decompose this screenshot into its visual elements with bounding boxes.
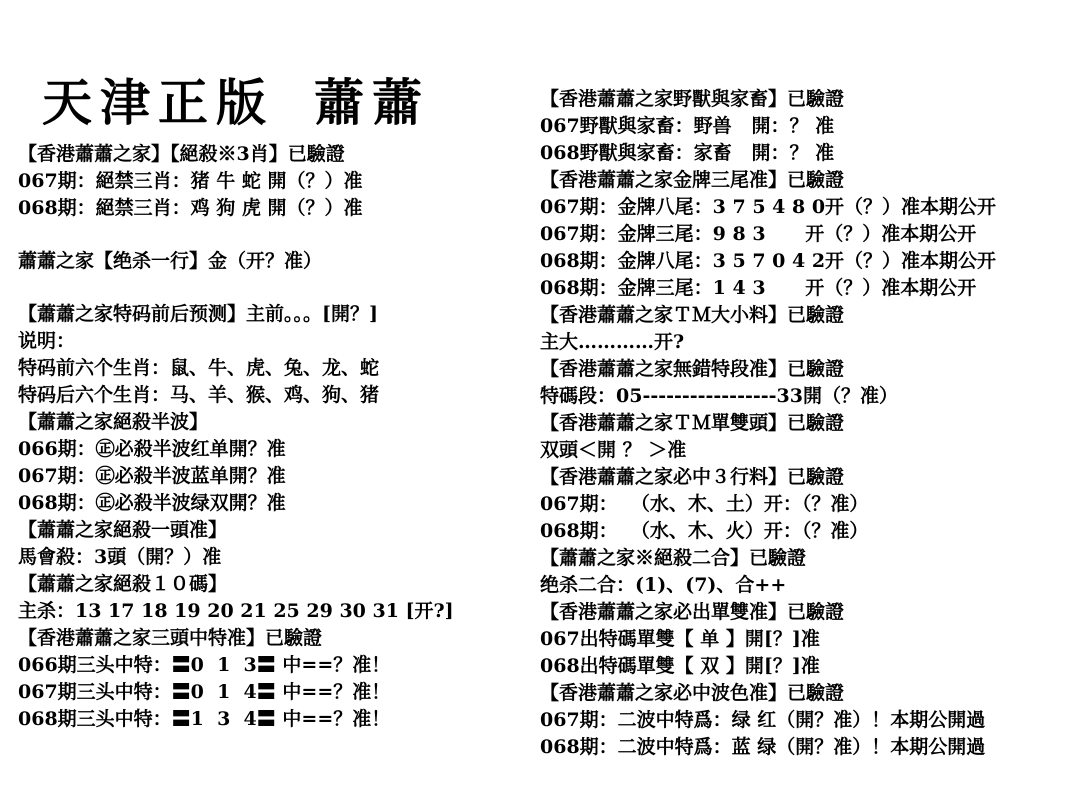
page-title (42, 73, 430, 132)
text-line: 【蕭蕭之家絕殺半波】 (18, 411, 209, 433)
text-line: 066期三头中特：〓0 1 3〓 中==？准！ (18, 654, 391, 676)
text-line: 【香港蕭蕭之家無錯特段准】已驗證 (540, 358, 845, 380)
text-line: 主杀：13 17 18 19 20 21 25 29 30 31 [开?] (18, 600, 454, 622)
text-line: 【香港蕭蕭之家必中波色准】已驗證 (540, 682, 845, 704)
text-line: 068野獸與家畜：家畜 開：？ 准 (540, 142, 835, 164)
text-line: 【蕭蕭之家絕殺一頭准】 (18, 519, 228, 541)
text-line: 主大…………开? (540, 331, 685, 353)
text-line: 【香港蕭蕭之家野獸與家畜】已驗證 (540, 88, 845, 110)
text-line: 068期： （水、木、火）开：（？准） (540, 520, 869, 542)
text-line: 特码后六个生肖：马、羊、猴、鸡、狗、猪 (18, 384, 380, 406)
text-line: 蕭蕭之家【绝杀一行】金（开？准） (18, 250, 323, 272)
text-line: 068出特碼單雙【 双 】開[？]准 (540, 655, 820, 677)
text-line: 【香港蕭蕭之家必出單雙准】已驗證 (540, 601, 845, 623)
text-line: 【香港蕭蕭之家】【絕殺※3肖】已驗證 (18, 143, 345, 165)
text-line: 【香港蕭蕭之家三頭中特准】已驗證 (18, 627, 323, 649)
text-line: 双頭＜開 ？ ＞准 (540, 439, 687, 461)
title-main: 天津正版 (42, 73, 274, 132)
text-line: 067期：絕禁三肖：猪 牛 蛇 開（？）准 (18, 170, 363, 192)
text-line: 068期：金牌八尾：3 5 7 0 4 2开（？）准本期公开 (540, 250, 997, 272)
text-line: 067期：㊣必殺半波蓝单開？准 (18, 465, 286, 487)
text-line: 特码前六个生肖：鼠、牛、虎、兔、龙、蛇 (18, 357, 380, 379)
text-line: 特碼段：05-----------------33開（？准） (540, 385, 898, 407)
text-line: 【蕭蕭之家※絕殺二合】已驗證 (540, 547, 807, 569)
text-line: 067野獸與家畜：野兽 開：？ 准 (540, 115, 835, 137)
text-line: 067期：二波中特爲：绿 红（開？准）！本期公開過 (540, 709, 986, 731)
text-line: 066期：㊣必殺半波红单開？准 (18, 438, 286, 460)
title-brand: 蕭蕭 (314, 73, 430, 132)
text-line: 【蕭蕭之家絕殺１０碼】 (18, 573, 228, 595)
text-line: 【香港蕭蕭之家ＴＭ大小料】已驗證 (540, 304, 845, 326)
text-line: 068期：金牌三尾：1 4 3 开（？）准本期公开 (540, 277, 977, 299)
text-line: 068期：絕禁三肖：鸡 狗 虎 開（？）准 (18, 197, 363, 219)
text-line: 【香港蕭蕭之家金牌三尾准】已驗證 (540, 169, 845, 191)
text-line: 【蕭蕭之家特码前后预测】主前。。。[開？] (18, 303, 378, 325)
text-line: 068期三头中特：〓1 3 4〓 中==？准！ (18, 708, 391, 730)
text-line: 【香港蕭蕭之家必中３行料】已驗證 (540, 466, 845, 488)
text-line: 馬會殺：3頭（開？）准 (18, 546, 222, 568)
text-line: 068期：二波中特爲：蓝 绿（開？准）！本期公開過 (540, 736, 986, 758)
text-line: 绝杀二合：(1)、(7)、合++ (540, 574, 787, 596)
text-line: 067期：金牌八尾：3 7 5 4 8 0开（？）准本期公开 (540, 196, 997, 218)
text-line: 068期：㊣必殺半波绿双開？准 (18, 492, 286, 514)
text-line: 067出特碼單雙【 单 】開[？]准 (540, 628, 820, 650)
text-line: 说明： (18, 330, 76, 352)
text-line: 【香港蕭蕭之家ＴＭ單雙頭】已驗證 (540, 412, 845, 434)
text-line: 067期：金牌三尾：9 8 3 开（？）准本期公开 (540, 223, 977, 245)
text-line: 067期三头中特：〓0 1 4〓 中==？准！ (18, 681, 391, 703)
text-line: 067期： （水、木、土）开：（？准） (540, 493, 869, 515)
